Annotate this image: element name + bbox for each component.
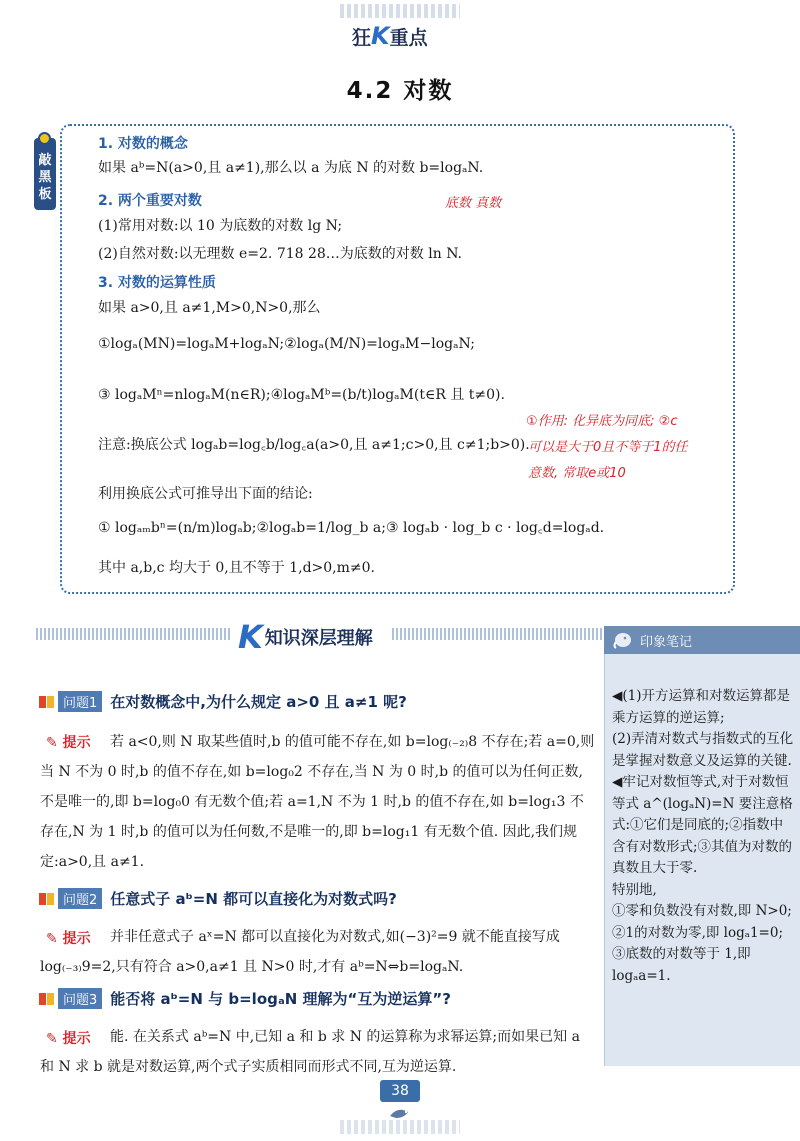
section3-rules-3-4: ③ logₐMⁿ=nlogₐM(n∈R);④logₐMᵇ=(b/t)logₐM(t∈R 且 t≠0).	[98, 387, 505, 403]
sidebar-line: ◀(1)开方运算和对数运算都是乘方运算的逆运算;	[612, 688, 791, 726]
sidebar-line: ②1的对数为零,即 logₐ1=0;	[612, 924, 784, 941]
question-text: 在对数概念中,为什么规定 a>0 且 a≠1 呢?	[110, 693, 407, 711]
tab-dot-icon	[38, 132, 51, 145]
brand-k: K	[371, 22, 390, 50]
tab-char-3: 板	[38, 187, 52, 202]
section1-heading: 1. 对数的概念	[98, 136, 188, 152]
question-tag: 问题1	[58, 691, 102, 712]
change-of-base-formula: 注意:换底公式 logₐb=log꜀b/log꜀a(a>0,且 a≠1;c>0,且 c≠1;b>0).	[98, 437, 530, 453]
sidebar-line: ◀牢记对数恒等式,对于对数恒等式 a^(logₐN)=N 要注意格式:①它们是同底的;②指数中含有对数形式;③其值为对数的真数且大于零.	[612, 774, 793, 876]
tab-char-1: 敲	[38, 153, 52, 168]
hint-text: 提示	[62, 735, 91, 751]
handwritten-note-2: 可以是大于0且不等于1的任	[528, 440, 688, 455]
hint-label: ✎ 提示	[46, 931, 91, 947]
divider-left	[36, 628, 232, 640]
question-1-title	[38, 691, 407, 712]
book-icon	[38, 991, 56, 1007]
footer-decoration	[340, 1120, 460, 1134]
question-tag: 问题3	[58, 988, 102, 1009]
section2-line1: (1)常用对数:以 10 为底数的对数 lg N;	[98, 218, 343, 234]
blackboard-tab	[34, 138, 56, 210]
question-text: 能否将 aᵇ=N 与 b=logₐN 理解为“互为逆运算”?	[110, 990, 451, 1008]
sidebar-line: 特别地,	[612, 881, 657, 898]
brand-logo	[352, 22, 428, 50]
sidebar-line: ③底数的对数等于 1,即 logₐa=1.	[612, 946, 751, 984]
section1-text: 如果 aᵇ=N(a>0,且 a≠1),那么以 a 为底 N 的对数 b=logₐN.	[98, 160, 484, 176]
handwritten-note-base: 底数 真数	[445, 196, 502, 211]
hint-label: ✎ 提示	[46, 1031, 91, 1047]
sidebar-line: ①零和负数没有对数,即 N>0;	[612, 903, 792, 919]
brand-suffix: 重点	[389, 27, 428, 49]
hint-text: 提示	[62, 1031, 91, 1047]
answer-1: 若 a<0,则 N 取某些值时,b 的值可能不存在,如 b=log₍₋₂₎8 不存在;若 a=0,则当 N 不为 0 时,b 的值不存在,如 b=log₀2 不存在,当 N 为 0 时,b 的值可以为任何正数,不是唯一的,即 b=log₀0 有无数个值;若 a=1,N 不为 1 时,b 的值不存在,如 b=log₁3 不存在,N 为 1 时,b 的值可以为任何数,不是唯一的,即 b=log₁1 有无数个值. 因此,我们规定:a>0,且 a≠1.	[40, 734, 595, 870]
book-icon	[38, 891, 56, 907]
memory-notes-text	[612, 686, 794, 987]
deep-title-text: 知识深层理解	[264, 628, 373, 649]
divider-right	[392, 628, 602, 640]
hint-label: ✎ 提示	[46, 735, 91, 751]
page-number: 38	[380, 1080, 420, 1102]
question-3-title	[38, 988, 451, 1009]
section2-heading: 2. 两个重要对数	[98, 193, 202, 209]
elephant-icon	[612, 630, 634, 650]
section3-heading: 3. 对数的运算性质	[98, 275, 216, 291]
brand-prefix: 狂	[352, 27, 372, 49]
handwritten-note-1: ①作用: 化异底为同底; ②c	[526, 414, 678, 429]
section3-condition: 如果 a>0,且 a≠1,M>0,N>0,那么	[98, 300, 321, 316]
hint-text: 提示	[62, 931, 91, 947]
book-icon	[38, 694, 56, 710]
page-title: 4.2 对数	[346, 78, 454, 104]
question-text: 任意式子 aᵇ=N 都可以直接化为对数式吗?	[110, 890, 397, 908]
deep-understanding-title	[238, 618, 373, 656]
section3-rules-1-2: ①logₐ(MN)=logₐM+logₐN;②logₐ(M/N)=logₐM−logₐN;	[98, 336, 475, 352]
answer-3: 能. 在关系式 aᵇ=N 中,已知 a 和 b 求 N 的运算称为求幂运算;而如果已知 a 和 N 求 b 就是对数运算,两个式子实质相同而形式不同,互为逆运算.	[40, 1029, 580, 1075]
derived-results: ① logₐₘbⁿ=(n/m)logₐb;②logₐb=1/log_b a;③ logₐb · log_b c · log꜀d=logₐd.	[98, 520, 605, 536]
tab-char-2: 黑	[38, 170, 52, 185]
section2-line2: (2)自然对数:以无理数 e=2. 718 28…为底数的对数 ln N.	[98, 246, 463, 262]
answer-2: 并非任意式子 aˣ=N 都可以直接化为对数式,如(−3)²=9 就不能直接写成 log₍₋₃₎9=2,只有符合 a>0,a≠1 且 N>0 时,才有 aᵇ=N⇔b=logₐN.	[40, 929, 560, 975]
memory-notes-header: 印象笔记	[604, 626, 800, 654]
handwritten-note-3: 意数, 常取e或10	[528, 466, 626, 481]
derive-intro: 利用换底公式可推导出下面的结论:	[98, 486, 313, 502]
final-condition: 其中 a,b,c 均大于 0,且不等于 1,d>0,m≠0.	[98, 560, 375, 576]
deep-k-logo: K	[238, 618, 263, 656]
sidebar-line: (2)弄清对数式与指数式的互化是掌握对数意义及运算的关键.	[612, 731, 794, 769]
question-tag: 问题2	[58, 888, 102, 909]
question-2-title	[38, 888, 397, 909]
